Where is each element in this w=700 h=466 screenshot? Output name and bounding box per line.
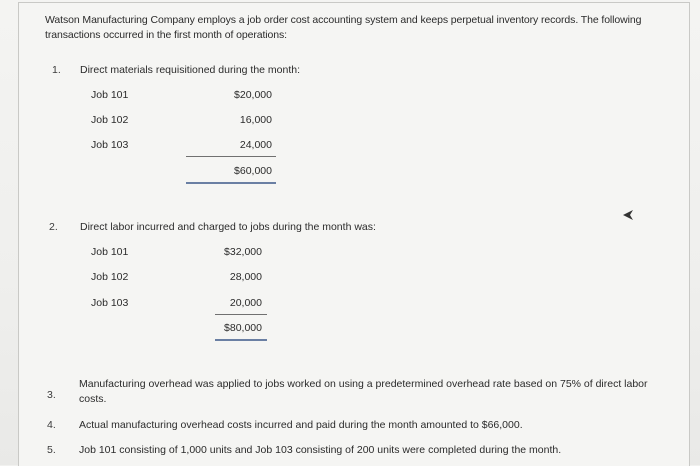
cursor-arrow-icon (622, 209, 634, 221)
item-1-title: Direct materials requisitioned during the month: (80, 64, 301, 76)
item-1-total-rule (186, 182, 276, 184)
item-1-job-label: Job 102 (91, 114, 129, 126)
item-4-number: 4. (47, 419, 56, 431)
item-1-amount: 16,000 (239, 114, 272, 126)
item-4-text: Actual manufacturing overhead costs incurred and paid during the month amounted to $66,000. (79, 419, 523, 431)
item-2-job-label: Job 103 (91, 297, 129, 309)
item-2-amount: 28,000 (229, 271, 262, 283)
item-2-total: $80,000 (224, 322, 262, 334)
item-3-number: 3. (47, 389, 56, 401)
item-1-total: $60,000 (234, 165, 272, 177)
item-1-amount: $20,000 (234, 89, 272, 101)
intro-paragraph: Watson Manufacturing Company employs a job order cost accounting system and keeps perpetual inventory records. The following transactions occurred in the first month of operations: (45, 14, 642, 41)
item-2-subtotal-rule (215, 314, 267, 315)
item-2-title: Direct labor incurred and charged to jobs during the month was: (80, 221, 376, 233)
item-5-number: 5. (47, 444, 56, 456)
item-2-job-label: Job 101 (91, 246, 129, 258)
item-1-job-label: Job 101 (91, 89, 129, 101)
item-2-number: 2. (49, 221, 58, 233)
item-2-amount: $32,000 (224, 246, 262, 258)
item-1-subtotal-rule (186, 156, 276, 157)
item-5-text: Job 101 consisting of 1,000 units and Job 103 consisting of 200 units were completed during the month. (79, 444, 562, 456)
item-3-text: Manufacturing overhead was applied to jobs worked on using a predetermined overhead rate based on 75% of direct labor costs. (79, 378, 648, 405)
item-1-job-label: Job 103 (91, 139, 129, 151)
item-2-total-rule (215, 339, 267, 341)
item-2-job-label: Job 102 (91, 271, 129, 283)
item-1-number: 1. (52, 64, 61, 76)
item-1-amount: 24,000 (239, 139, 272, 151)
item-2-amount: 20,000 (229, 297, 262, 309)
